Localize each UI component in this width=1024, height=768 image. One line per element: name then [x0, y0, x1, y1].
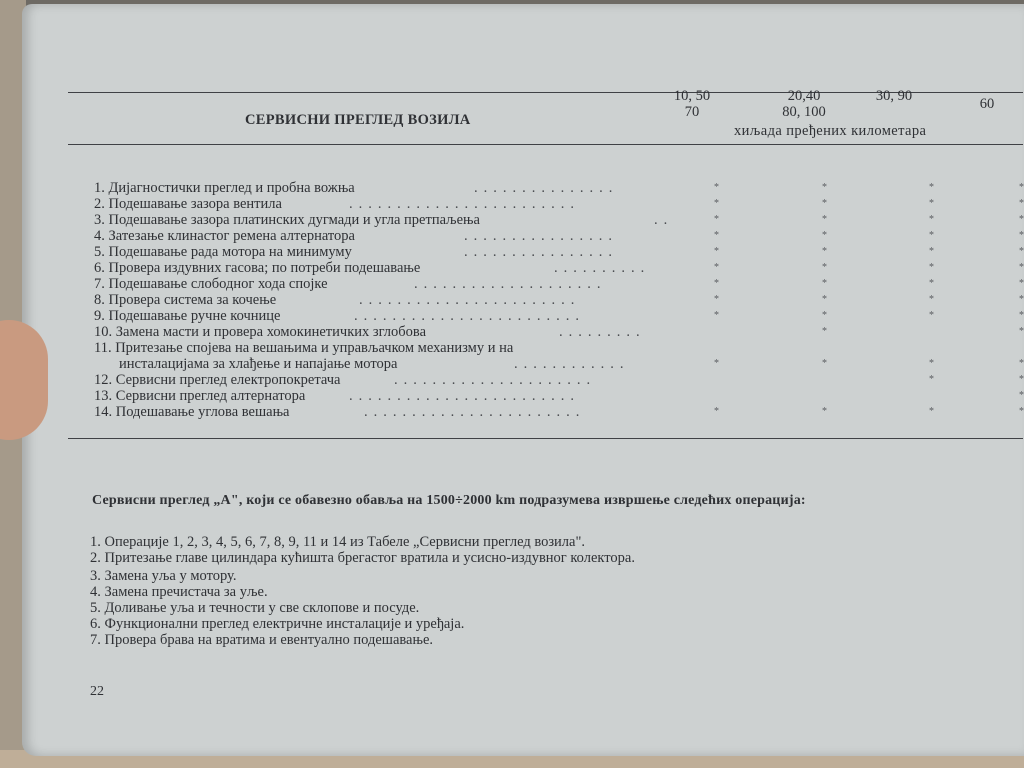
interval-star-mark: * [714, 246, 719, 257]
dot-leader: ................ [464, 228, 618, 244]
table-row [94, 356, 1024, 372]
interval-star-mark: * [822, 262, 827, 273]
row-label: 1. Дијагностички преглед и пробна вожња [94, 180, 355, 196]
interval-star-mark: * [714, 198, 719, 209]
interval-star-mark: * [1019, 262, 1024, 273]
section-a-heading: Сервисни преглед „А", који се обавезно обавља на 1500÷2000 km подразумева извршење следећих операција: [92, 493, 806, 508]
interval-star-mark: * [929, 278, 934, 289]
column-header-2 [774, 88, 834, 120]
interval-star-mark: * [822, 406, 827, 417]
interval-star-mark: * [822, 294, 827, 305]
row-label: 2. Подешавање зазора вентила [94, 196, 282, 212]
interval-star-mark: * [929, 182, 934, 193]
row-label: 11. Притезање спојева на вешањима и управљачком механизму и на [94, 340, 514, 356]
interval-star-mark: * [714, 294, 719, 305]
interval-star-mark: * [822, 214, 827, 225]
operation-item: 5. Доливање уља и течности у све склопове и посуде. [90, 600, 420, 616]
interval-star-mark: * [1019, 390, 1024, 401]
dot-leader: .......... [554, 260, 651, 276]
table-row [94, 228, 1024, 244]
interval-star-mark: * [929, 358, 934, 369]
table-row [94, 180, 1024, 196]
interval-star-mark: * [822, 230, 827, 241]
row-label: 4. Затезање клинастог ремена алтернатора [94, 228, 355, 244]
dot-leader: .. [654, 212, 674, 228]
table-row [94, 244, 1024, 260]
interval-star-mark: * [929, 294, 934, 305]
dot-leader: ............... [474, 180, 619, 196]
interval-star-mark: * [929, 214, 934, 225]
kilometers-caption: хиљада пређених километара [734, 123, 927, 139]
table-row [94, 340, 1024, 356]
table-row [94, 292, 1024, 308]
column-header-2-line2: 80, 100 [782, 104, 826, 120]
column-header-4-line1: 60 [979, 96, 995, 112]
row-label: 5. Подешавање рада мотора на минимуму [94, 244, 352, 260]
row-label: 10. Замена масти и провера хомокинетичких зглобова [94, 324, 427, 340]
operation-item: 4. Замена пречистача за уље. [90, 584, 268, 600]
interval-star-mark: * [1019, 182, 1024, 193]
row-label: 7. Подешавање слободног хода спојке [94, 276, 328, 292]
interval-star-mark: * [714, 230, 719, 241]
table-row [94, 372, 1024, 388]
column-header-1-line1: 10, 50 [673, 88, 711, 104]
column-header-1 [662, 88, 722, 120]
operation-item: 7. Провера брава на вратима и евентуално подешавање. [90, 632, 434, 648]
interval-star-mark: * [1019, 198, 1024, 209]
table-row [94, 308, 1024, 324]
table-row [94, 276, 1024, 292]
dot-leader: ................ [464, 244, 618, 260]
dot-leader: ............ [514, 356, 630, 372]
table-header-rule [68, 144, 1023, 145]
interval-star-mark: * [1019, 358, 1024, 369]
dot-leader: ....................... [359, 292, 581, 308]
interval-star-mark: * [822, 246, 827, 257]
table-row [94, 196, 1024, 212]
interval-star-mark: * [714, 406, 719, 417]
row-label: инсталацијама за хлађење и напајање мотора [119, 356, 398, 372]
table-row [94, 388, 1024, 404]
column-header-3-line1: 30, 90 [875, 88, 913, 104]
interval-star-mark: * [714, 358, 719, 369]
interval-star-mark: * [1019, 326, 1024, 337]
table-row [94, 324, 1024, 340]
interval-star-mark: * [929, 310, 934, 321]
table-bottom-rule [68, 438, 1023, 439]
dot-leader: ..................... [394, 372, 597, 388]
interval-star-mark: * [714, 310, 719, 321]
row-label: 3. Подешавање зазора платинских дугмади и угла претпаљења [94, 212, 480, 228]
page-number: 22 [90, 684, 104, 699]
row-label: 14. Подешавање углова вешања [94, 404, 290, 420]
interval-star-mark: * [1019, 294, 1024, 305]
interval-star-mark: * [822, 310, 827, 321]
interval-star-mark: * [1019, 230, 1024, 241]
dot-leader: .................... [414, 276, 607, 292]
row-label: 8. Провера система за кочење [94, 292, 277, 308]
row-label: 9. Подешавање ручне кочнице [94, 308, 281, 324]
interval-star-mark: * [822, 198, 827, 209]
interval-star-mark: * [1019, 214, 1024, 225]
interval-star-mark: * [714, 214, 719, 225]
table-row [94, 212, 1024, 228]
column-header-3 [864, 88, 924, 104]
interval-star-mark: * [929, 246, 934, 257]
operation-item: 6. Функционални преглед електричне инсталације и уређаја. [90, 616, 465, 632]
interval-star-mark: * [929, 374, 934, 385]
interval-star-mark: * [822, 182, 827, 193]
interval-star-mark: * [822, 278, 827, 289]
dot-leader: ....................... [364, 404, 586, 420]
table-title: СЕРВИСНИ ПРЕГЛЕД ВОЗИЛА [245, 112, 471, 128]
row-label: 12. Сервисни преглед електропокретача [94, 372, 341, 388]
row-label: 13. Сервисни преглед алтернатора [94, 388, 306, 404]
interval-star-mark: * [929, 406, 934, 417]
thumb [0, 320, 48, 440]
interval-star-mark: * [1019, 374, 1024, 385]
interval-star-mark: * [929, 230, 934, 241]
dot-leader: ........................ [349, 196, 580, 212]
table-row [94, 260, 1024, 276]
interval-star-mark: * [714, 262, 719, 273]
interval-star-mark: * [1019, 406, 1024, 417]
operation-item: 2. Притезање главе цилиндара кућишта брегастог вратила и усисно-издувног колектора. [90, 550, 635, 566]
interval-star-mark: * [714, 182, 719, 193]
operation-item: 1. Операције 1, 2, 3, 4, 5, 6, 7, 8, 9, 11 и 14 из Табеле „Сервисни преглед возила". [90, 534, 586, 550]
interval-star-mark: * [822, 358, 827, 369]
interval-star-mark: * [1019, 310, 1024, 321]
interval-star-mark: * [714, 278, 719, 289]
row-label: 6. Провера издувних гасова; по потреби подешавање [94, 260, 421, 276]
interval-star-mark: * [1019, 246, 1024, 257]
dot-leader: ........................ [349, 388, 580, 404]
column-header-1-line2: 70 [684, 104, 700, 120]
interval-star-mark: * [929, 262, 934, 273]
book-page [22, 4, 1024, 756]
interval-star-mark: * [1019, 278, 1024, 289]
dot-leader: ........................ [354, 308, 585, 324]
column-header-2-line1: 20,40 [787, 88, 821, 104]
table-row [94, 404, 1024, 420]
column-header-4 [972, 96, 1002, 112]
operation-item: 3. Замена уља у мотору. [90, 568, 237, 584]
dot-leader: ......... [559, 324, 646, 340]
interval-star-mark: * [929, 198, 934, 209]
interval-star-mark: * [822, 326, 827, 337]
